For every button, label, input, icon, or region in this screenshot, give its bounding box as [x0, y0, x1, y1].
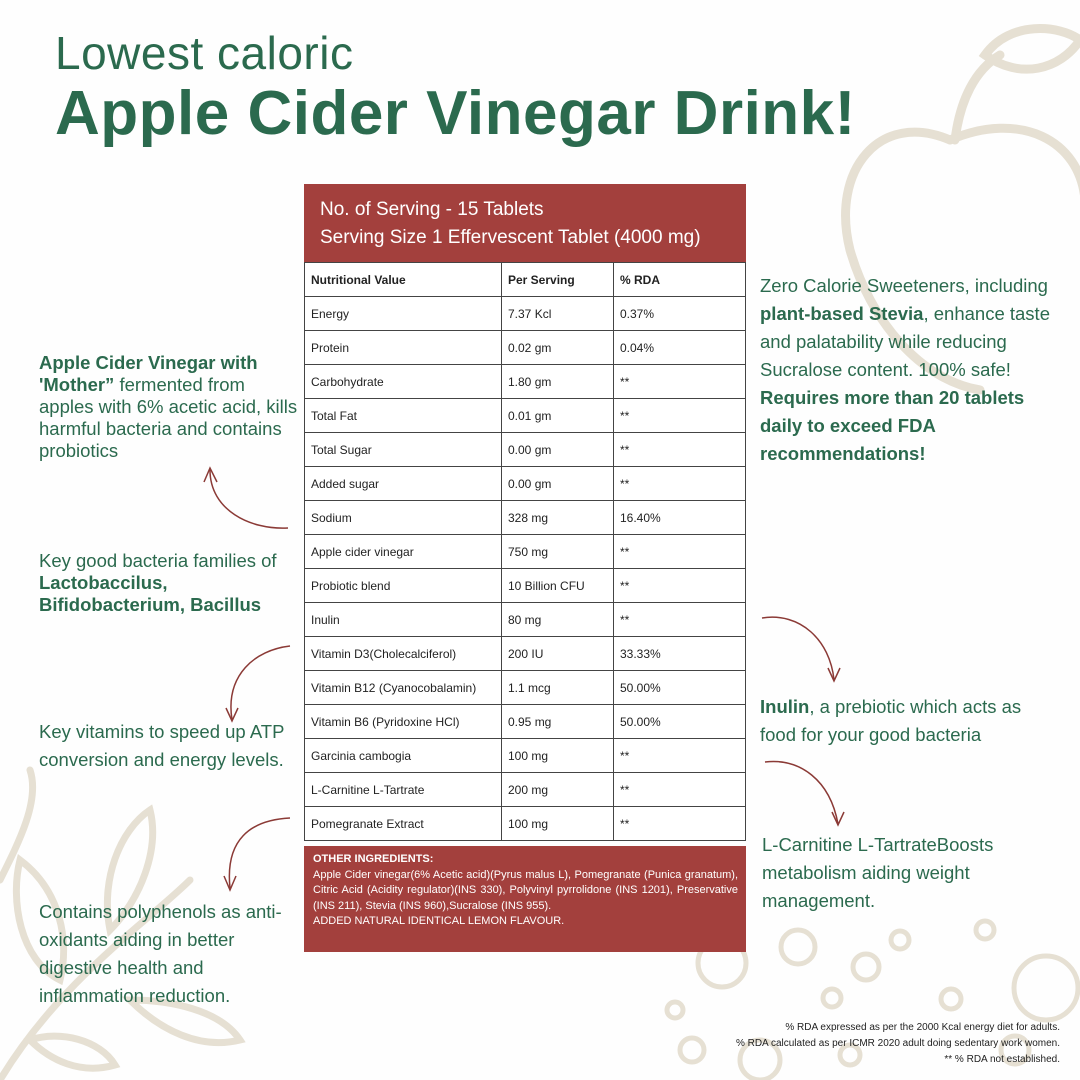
- bacteria-text: [39, 550, 299, 616]
- table-cell: 1.80 gm: [502, 365, 614, 399]
- nutrition-table: [304, 262, 746, 841]
- table-row: [305, 773, 746, 807]
- ingredients-title: OTHER INGREDIENTS:: [313, 853, 434, 865]
- footnote: % RDA expressed as per the 2000 Kcal energy diet for adults.: [785, 1022, 1060, 1033]
- polyphenols-text: Contains polyphenols as anti-oxidants aiding in better digestive health and inflammation reduction.: [39, 901, 282, 1006]
- table-cell: 16.40%: [614, 501, 746, 535]
- table-cell: **: [614, 433, 746, 467]
- table-cell: **: [614, 603, 746, 637]
- table-cell: Vitamin D3(Cholecalciferol): [305, 637, 502, 671]
- table-cell: **: [614, 365, 746, 399]
- table-row: [305, 501, 746, 535]
- vitamins-text: Key vitamins to speed up ATP conversion and energy levels.: [39, 721, 285, 770]
- table-row: [305, 705, 746, 739]
- table-row: [305, 433, 746, 467]
- table-cell: 0.00 gm: [502, 467, 614, 501]
- table-row: [305, 671, 746, 705]
- headline-main: Apple Cider Vinegar Drink!: [55, 79, 856, 148]
- table-cell: Energy: [305, 297, 502, 331]
- sweeteners-text: [760, 272, 1060, 468]
- table-cell: L-Carnitine L-Tartrate: [305, 773, 502, 807]
- nutrition-panel: [304, 184, 746, 841]
- table-cell: 100 mg: [502, 739, 614, 773]
- table-row: [305, 365, 746, 399]
- carnitine-text: L-Carnitine L-TartrateBoosts metabolism aiding weight management.: [762, 834, 994, 911]
- table-cell: 10 Billion CFU: [502, 569, 614, 603]
- bacteria-pre: Key good bacteria families of: [39, 550, 277, 571]
- table-row: [305, 739, 746, 773]
- table-cell: 200 mg: [502, 773, 614, 807]
- column-header: % RDA: [614, 263, 746, 297]
- other-ingredients-box: [304, 846, 746, 952]
- table-cell: Vitamin B12 (Cyanocobalamin): [305, 671, 502, 705]
- bacteria-bold: Lactobaccilus, Bifidobacterium, Bacillus: [39, 572, 262, 615]
- table-cell: **: [614, 773, 746, 807]
- column-header: Nutritional Value: [305, 263, 502, 297]
- acv-mother-text: [39, 352, 299, 462]
- table-cell: 80 mg: [502, 603, 614, 637]
- headline-small: Lowest caloric: [55, 27, 354, 79]
- table-cell: Garcinia cambogia: [305, 739, 502, 773]
- column-header: Per Serving: [502, 263, 614, 297]
- sweeteners-1: Zero Calorie Sweeteners, including: [760, 275, 1048, 296]
- footnote: ** % RDA not established.: [944, 1054, 1060, 1065]
- table-row: [305, 399, 746, 433]
- table-cell: Inulin: [305, 603, 502, 637]
- table-cell: Pomegranate Extract: [305, 807, 502, 841]
- table-cell: **: [614, 399, 746, 433]
- table-cell: 100 mg: [502, 807, 614, 841]
- table-cell: 328 mg: [502, 501, 614, 535]
- table-cell: 50.00%: [614, 705, 746, 739]
- table-cell: 0.95 mg: [502, 705, 614, 739]
- footnotes: [736, 1020, 1060, 1068]
- table-cell: 0.01 gm: [502, 399, 614, 433]
- ingredients-list: Apple Cider vinegar(6% Acetic acid)(Pyrus malus L), Pomegranate (Punica granatum), Citric Acid (Acidity regulator)(INS 330), Polyvinyl pyrrolidone (INS 1201), Preservative (INS 211), Stevia (INS 960),Sucralose (INS 955).: [313, 868, 738, 912]
- table-header-row: [305, 263, 746, 297]
- table-cell: **: [614, 467, 746, 501]
- flavour-note: ADDED NATURAL IDENTICAL LEMON FLAVOUR.: [313, 915, 565, 927]
- table-cell: **: [614, 739, 746, 773]
- table-cell: 0.02 gm: [502, 331, 614, 365]
- table-row: [305, 569, 746, 603]
- table-cell: Probiotic blend: [305, 569, 502, 603]
- inulin-text: [760, 693, 1060, 749]
- table-row: [305, 331, 746, 365]
- serving-header: [304, 184, 746, 262]
- table-cell: **: [614, 535, 746, 569]
- table-cell: 0.37%: [614, 297, 746, 331]
- table-cell: Sodium: [305, 501, 502, 535]
- table-cell: 50.00%: [614, 671, 746, 705]
- table-row: [305, 297, 746, 331]
- inulin-bold: Inulin: [760, 696, 810, 717]
- servings-count: No. of Serving - 15 Tablets: [320, 199, 544, 220]
- table-cell: Total Sugar: [305, 433, 502, 467]
- table-row: [305, 603, 746, 637]
- table-cell: Total Fat: [305, 399, 502, 433]
- table-body: [305, 297, 746, 841]
- table-row: [305, 535, 746, 569]
- sweeteners-2: , enhance taste and palatability while reducing Sucralose content. 100% safe!: [760, 303, 1050, 380]
- table-cell: 200 IU: [502, 637, 614, 671]
- table-row: [305, 807, 746, 841]
- table-cell: 0.04%: [614, 331, 746, 365]
- table-cell: Apple cider vinegar: [305, 535, 502, 569]
- table-cell: Protein: [305, 331, 502, 365]
- footnote: % RDA calculated as per ICMR 2020 adult doing sedentary work women.: [735, 1038, 1060, 1049]
- table-cell: 1.1 mcg: [502, 671, 614, 705]
- inulin-rest: , a prebiotic which acts as food for your good bacteria: [760, 696, 1022, 745]
- table-cell: 0.00 gm: [502, 433, 614, 467]
- table-row: [305, 467, 746, 501]
- serving-size: Serving Size 1 Effervescent Tablet (4000 mg): [320, 227, 701, 248]
- table-row: [305, 637, 746, 671]
- sweeteners-bold-2: Requires more than 20 tablets daily to exceed FDA recommendations!: [760, 387, 1025, 464]
- table-cell: **: [614, 807, 746, 841]
- table-cell: **: [614, 569, 746, 603]
- table-cell: 750 mg: [502, 535, 614, 569]
- acv-mother-rest: fermented from apples with 6% acetic acid, kills harmful bacteria and contains probiotics: [39, 374, 298, 461]
- table-cell: 33.33%: [614, 637, 746, 671]
- sweeteners-bold-1: plant-based Stevia: [760, 303, 924, 324]
- acv-mother-bold: Apple Cider Vinegar with 'Mother”: [39, 352, 258, 395]
- table-cell: 7.37 Kcl: [502, 297, 614, 331]
- table-cell: Vitamin B6 (Pyridoxine HCl): [305, 705, 502, 739]
- table-cell: Carbohydrate: [305, 365, 502, 399]
- table-cell: Added sugar: [305, 467, 502, 501]
